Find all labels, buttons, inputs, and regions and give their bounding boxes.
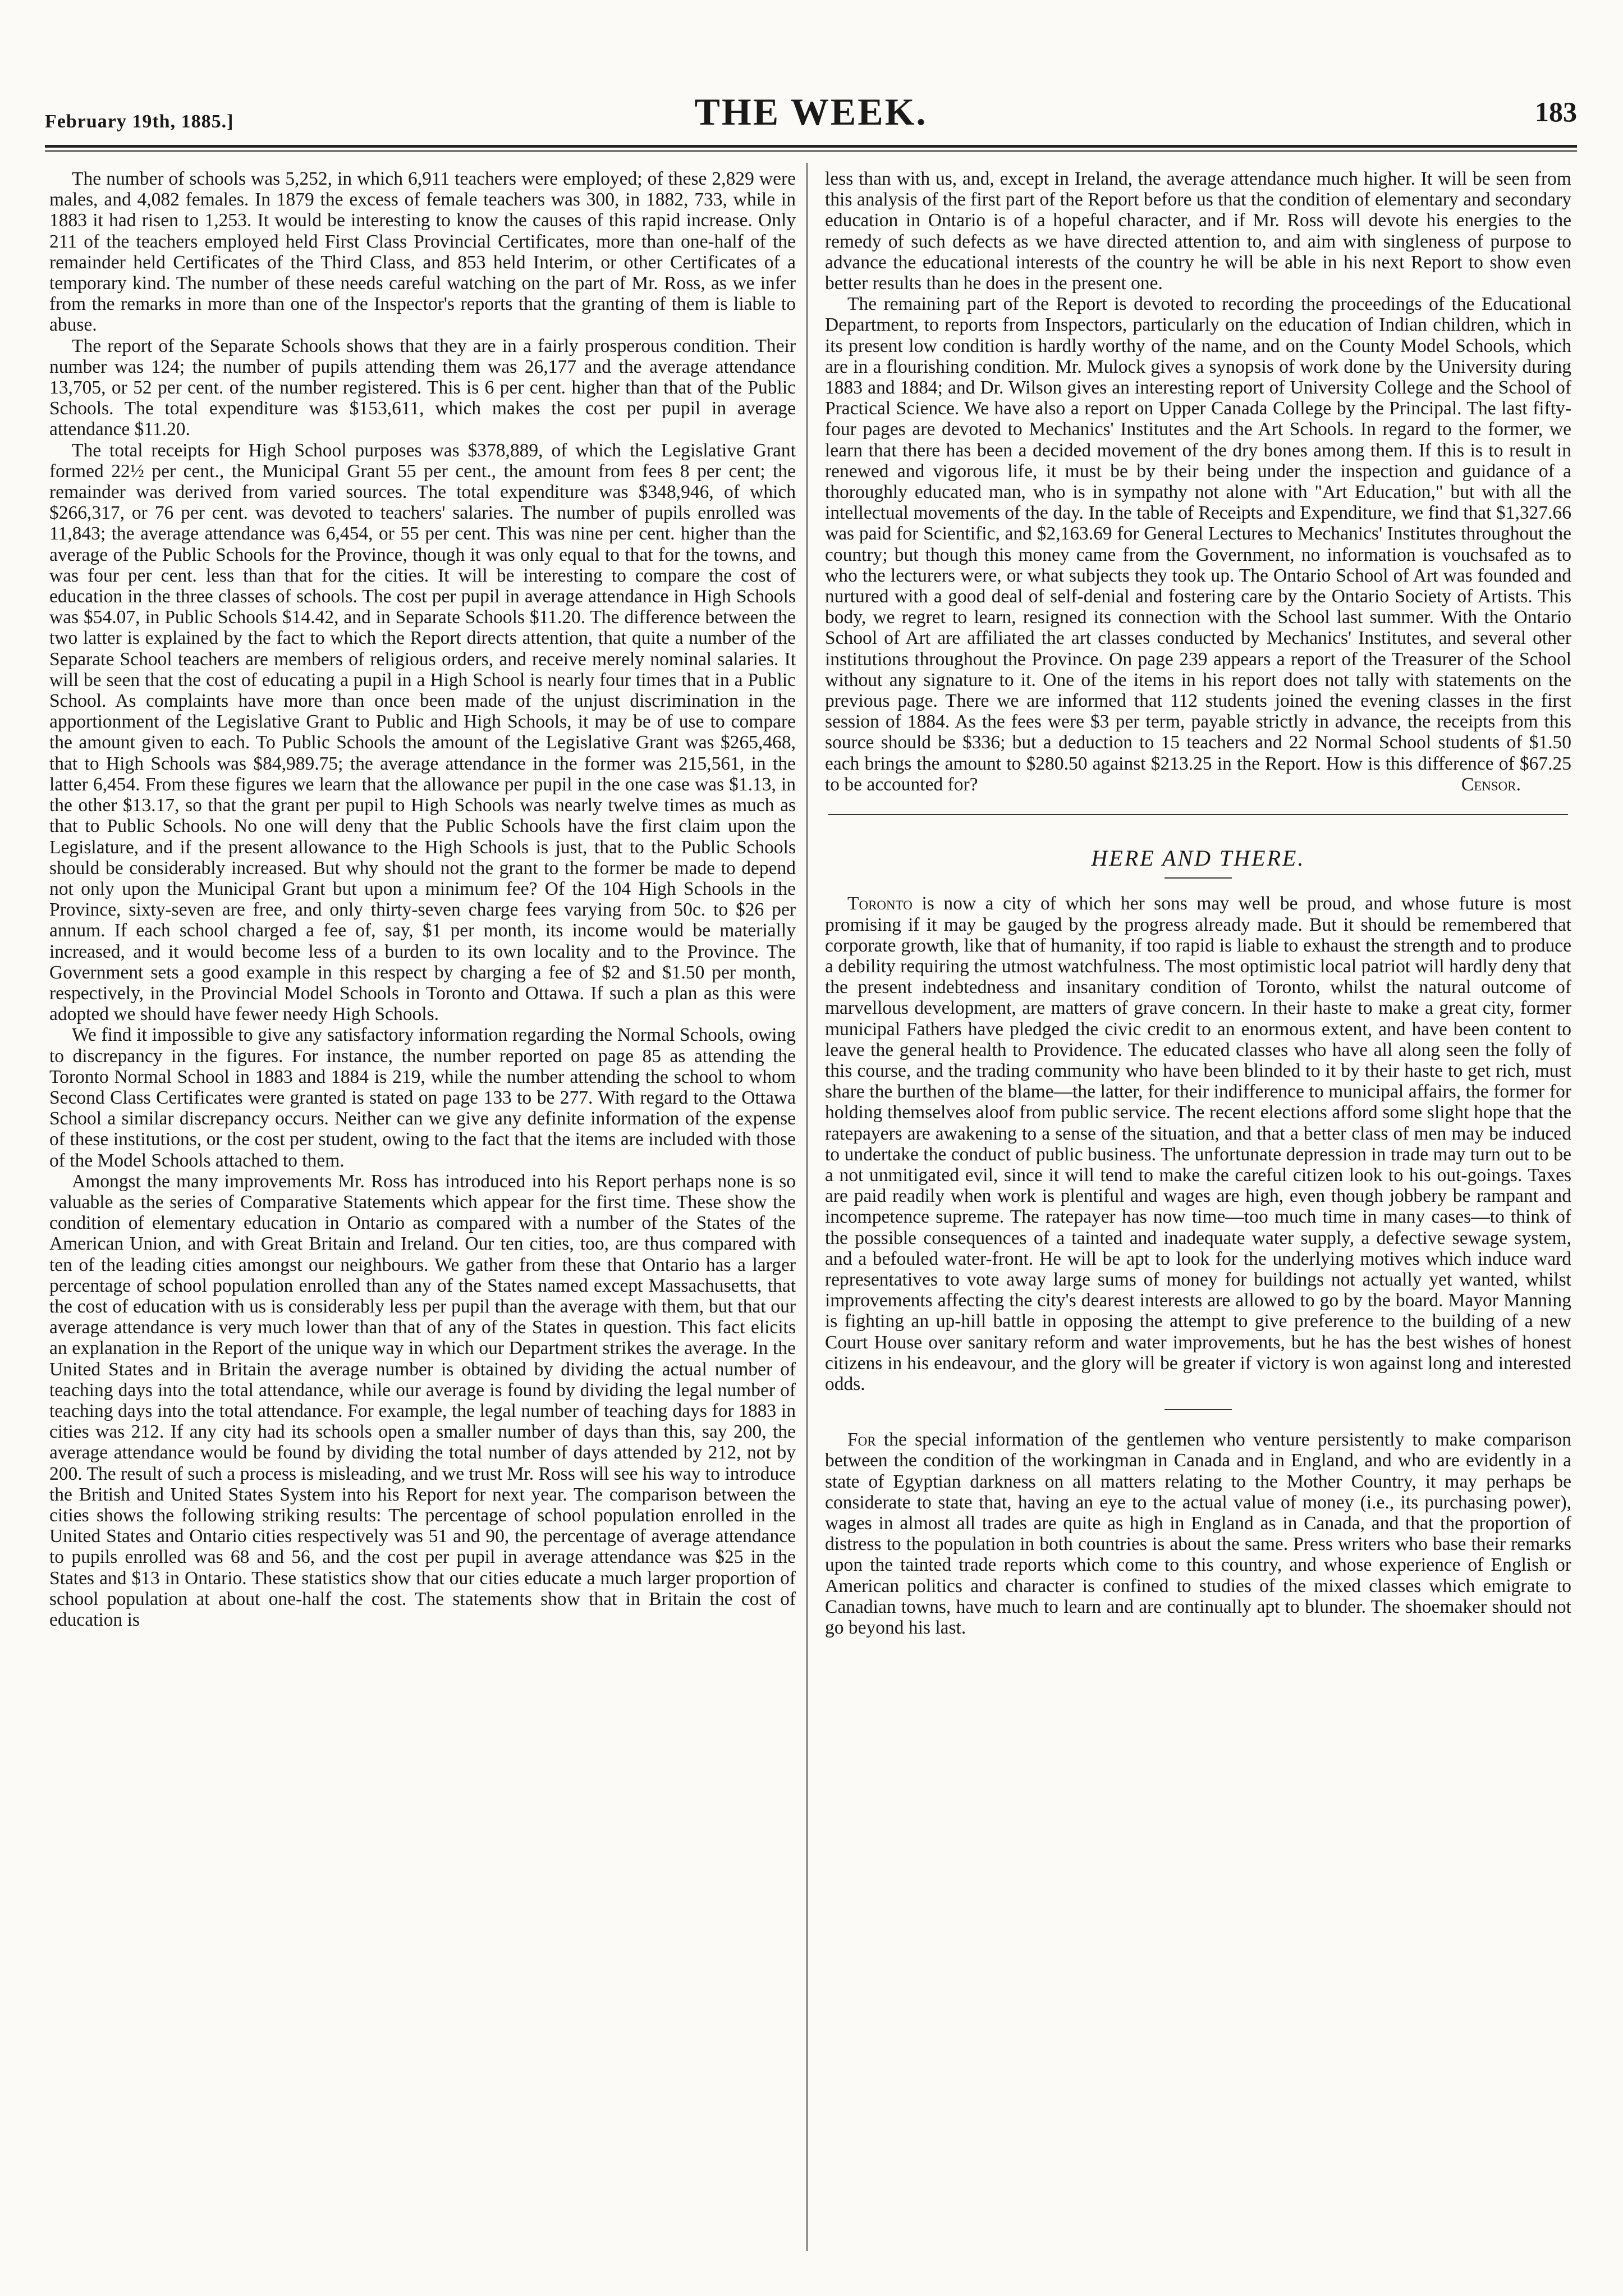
header-rule-thick [45,145,1577,148]
left-column [49,168,796,2262]
item-workingman [825,1429,1571,1638]
paragraph-remaining-report-text: The remaining part of the Report is devoted to recording the proceedings of the Educational Department, to reports from Inspectors, particularly on the education of Indian children, which in its present low condition is hardly worthy of the name, and on the County Model Schools, which are in a flourishing condition. Mr. Mulock gives a synopsis of work done by the University during 1883 and 1884; and Dr. Wilson gives an interesting report of University College and the School of Practical Science. We have also a report on Upper Canada College by the Principal. The last fifty-four pages are devoted to Mechanics' Institutes and the Art Schools. In regard to the former, we learn that there has been a decided movement of the dry bones among them. If this is to result in renewed and vigorous life, it must be by their being under the inspection and guidance of a thoroughly educated man, who is in sympathy not alone with "Art Education," but with all the intellectual movements of the day. In the table of Receipts and Expenditure, we find that $1,327.66 was paid for Scientific, and $2,163.69 for General Lectures to Mechanics' Institutes throughout the country; but though this money came from the Government, no information is vouchsafed as to who the lecturers were, or what subjects they took up. The Ontario School of Art was founded and nurtured with a good deal of self-denial and fostering care by the Ontario Society of Artists. This body, we regret to learn, resigned its connection with the School last summer. With the Ontario School of Art are affiliated the art classes conducted by Mechanics' Institutes, and several other institutions throughout the Province. On page 239 appears a report of the Treasurer of the School without any signature to it. One of the items in his report does not tally with statements on the previous page. There we are informed that 112 students joined the evening classes in the first session of 1884. As the fees were $3 per term, payable strictly in advance, the receipts from this source should be $336; but a deduction to 15 teachers and 22 Normal School students of $1.50 each brings the amount to $280.50 against $213.25 in the Report. How is this difference of $67.25 to be accounted for? [825,294,1571,795]
author-signature: Censor. [1461,774,1521,795]
masthead [45,90,1577,140]
item-separator-rule [1164,1409,1232,1410]
item-text: is now a city of which her sons may well be proud, and whose future is most promising if it may be gauged by the progress already made. But it should be remembered that corporate growth, like that of humanity, if too rapid is liable to exhaust the strength and to produce a debility requiring the utmost watchfulness. The most optimistic local patriot will hardly deny that the present indebtedness and insanitary condition of Toronto, whilst the natural outcome of marvellous development, are matters of grave concern. In their haste to make a great city, former municipal Fathers have pledged the civic credit to an enormous extent, and have been content to leave the general health to Providence. The educated classes who have all along seen the folly of this course, and the trading community who have been blinded to it by their haste to get rich, must share the burthen of the blame—the latter, for their indifference to municipal affairs, the former for holding themselves aloof from public service. The recent elections afford some slight hope that the ratepayers are awakening to a sense of the situation, and that a better class of men may be induced to undertake the conduct of public business. The unfortunate depression in trade may turn out to be a not unmitigated evil, since it will tend to make the careful citizen look to his out-goings. Taxes are paid readily when work is plentiful and wages are high, even though jobbery be rampant and incompetence supreme. The ratepayer has now time—too much time in many cases—to think of the possible consequences of a tainted and inadequate water supply, a defective sewage system, and a befouled water-front. He will be apt to look for the underlying motives which induce ward representatives to vote away large sums of money for buildings not actually yet wanted, whilst improvements affecting the city's dearest interests are allowed to go by the board. Mayor Manning is fighting an up-hill battle in opposing the attempt to give preference to the building of a new Court House over sanitary reform and water improvements, but he has the best wishes of honest citizens in his endeavour, and the glory will be greater if victory is won against long and interested odds. [825,893,1571,1394]
paragraph-remaining-report [825,294,1571,795]
item-text: the special information of the gentlemen who venture persistently to make comparison between the condition of the workingman in Canada and in England, and who are evidently in a state of Egyptian darkness on all matters relating to the Mother Country, it may perhaps be considerate to state that, having an eye to the actual value of money (i.e., its purchasing power), wages in almost all trades are quite as high in England as in Canada, and that the proportion of distress to the population in both countries is about the same. Press writers who base their remarks upon the tainted trade reports which come to this country, and whose experience of English or American politics and character is confined to studies of the mixed classes which emigrate to Canadian towns, have much to learn and are continually apt to blunder. The shoemaker should not go beyond his last. [825,1429,1571,1638]
item-lead-word: Toronto [847,893,913,914]
heading-short-rule [1164,877,1232,879]
header-rule-thin [45,150,1577,152]
issue-date: February 19th, 1885.] [45,111,234,132]
newspaper-title: THE WEEK. [694,90,928,133]
section-divider-rule [828,814,1568,815]
page-number: 183 [1535,96,1577,127]
section-heading: HERE AND THERE. [1091,845,1305,871]
paragraph-separate-schools: The report of the Separate Schools shows that they are in a fairly prosperous condition. Their number was 124; the number of pupils attending them was 26,177 and the average attendance 13,705, or 52 per cent. of the number registered. This is 6 per cent. higher than that of the Public Schools. The total expenditure was $153,611, which makes the cost per pupil in average attendance $11.20. [49,335,796,440]
right-column [825,168,1571,2262]
column-divider [806,163,808,2251]
paragraph-high-schools: The total receipts for High School purposes was $378,889, of which the Legislative Grant formed 22½ per cent., the Municipal Grant 55 per cent., the amount from fees 8 per cent; the remainder was derived from varied sources. The total expenditure was $348,946, of which $266,317, or 76 per cent. was devoted to teachers' salaries. The number of pupils enrolled was 11,843; the average attendance was 6,454, or 55 per cent. This was nine per cent. higher than the average of the Public Schools for the Province, though it was only equal to that for the towns, and was four per cent. less than that for the cities. It will be interesting to compare the cost of education in the three classes of schools. The cost per pupil in average attendance in High Schools was $54.07, in Public Schools $14.42, and in Separate Schools $11.20. The difference between the two latter is explained by the fact to which the Report directs attention, that quite a number of the Separate School teachers are members of religious orders, and receive merely nominal salaries. It will be seen that the cost of educating a pupil in a High School is nearly four times that in a Public School. As complaints have more than once been made of the unjust discrimination in the apportionment of the Legislative Grant to Public and High Schools, it may be of use to compare the amount given to each. To Public Schools the amount of the Legislative Grant was $265,468, that to High Schools was $84,989.75; the average attendance in the former was 215,561, in the latter 6,454. From these figures we learn that the allowance per pupil in the one case was $1.13, in the other $13.17, so that the grant per pupil to High Schools was nearly twelve times as much as that to Public Schools. No one will deny that the Public Schools have the first claim upon the Legislature, and if the present allowance to the High Schools is just, that to the Public Schools should be considerably increased. But why should not the grant to the former be made to depend not only upon the Municipal Grant but upon a minimum fee? Of the 104 High Schools in the Province, sixty-seven are free, and only thirty-seven charge fees varying from 50c. to $26 per annum. If each school charged a fee of, say, $1 per month, its income would be materially increased, and it would become less of a burden to its own locality and to the Province. The Government sets a good example in this respect by charging a fee of $2 and $1.50 per month, respectively, in the Provincial Model Schools in Toronto and Ottawa. If such a plan as this were adopted we should have fewer needy High Schools. [49,440,796,1025]
item-toronto [825,893,1571,1394]
item-lead-word: For [847,1429,876,1451]
paragraph-comparative-statements: Amongst the many improvements Mr. Ross has introduced into his Report perhaps none is so valuable as the series of Comparative Statements which appear for the first time. These show the condition of elementary education in Ontario as compared with a number of the States of the American Union, and with Great Britain and Ireland. Our ten cities, too, are thus compared with ten of the leading cities amongst our neighbours. We gather from these that Ontario has a larger percentage of school population enrolled than any of the States named except Massachusetts, that the cost of education with us is considerably less per pupil than the average with them, but that our average attendance is very much lower than that of any of the States in question. This fact elicits an explanation in the Report of the unique way in which our Department strikes the average. In the United States and in Britain the average number is obtained by dividing the actual number of teaching days into the total attendance, while our average is found by dividing the legal number of teaching days into the total attendance. For example, the legal number of teaching days for 1883 in cities was 212. If any city had its schools open a smaller number of days than this, say 200, the average attendance would be found by dividing the total number of days attended by 212, not by 200. The result of such a process is misleading, and we trust Mr. Ross will see his way to introduce the British and United States System into his Report for next year. The comparison between the cities shows the following striking results: The percentage of school population enrolled in the United States and Ontario cities respectively was 51 and 90, the percentage of average attendance to pupils enrolled was 68 and 56, and the cost per pupil in average attendance was $25 in the States and $13 in Ontario. These statistics show that our cities educate a much larger proportion of school population at about one-half the cost. The statements show that in Britain the cost of education is [49,1170,796,1631]
paragraph-normal-schools: We find it impossible to give any satisfactory information regarding the Normal Schools, owing to discrepancy in the figures. For instance, the number reported on page 85 as attending the Toronto Normal School in 1883 and 1884 is 219, while the number attending the school to whom Second Class Certificates were granted is stated on page 133 to be 277. With regard to the Ottawa School a similar discrepancy occurs. Neither can we give any definite information of the expense of these institutions, or the cost per student, owing to the fact that the items are included with those of the Model Schools attached to them. [49,1024,796,1171]
paragraph-schools: The number of schools was 5,252, in which 6,911 teachers were employed; of these 2,829 were males, and 4,082 females. In 1879 the excess of female teachers was 300, in 1882, 733, while in 1883 it had risen to 1,253. It would be interesting to know the causes of this rapid increase. Only 211 of the teachers employed held First Class Provincial Certificates, more than one-half of the remainder held Certificates of the Third Class, and 853 held Interim, or other Certificates of a temporary kind. The number of these needs careful watching on the part of Mr. Ross, as we infer from the remarks in more than one of the Inspector's reports that the granting of them is liable to abuse. [49,168,796,336]
paragraph-continuation: less than with us, and, except in Ireland, the average attendance much higher. It will be seen from this analysis of the first part of the Report before us that the condition of elementary and secondary education in Ontario is of a hopeful character, and if Mr. Ross will devote his energies to the remedy of such defects as we have directed attention to, and aim with singleness of purpose to advance the educational interests of the country he will be able in his next Report to show even better results than he does in the present one. [825,168,1571,294]
